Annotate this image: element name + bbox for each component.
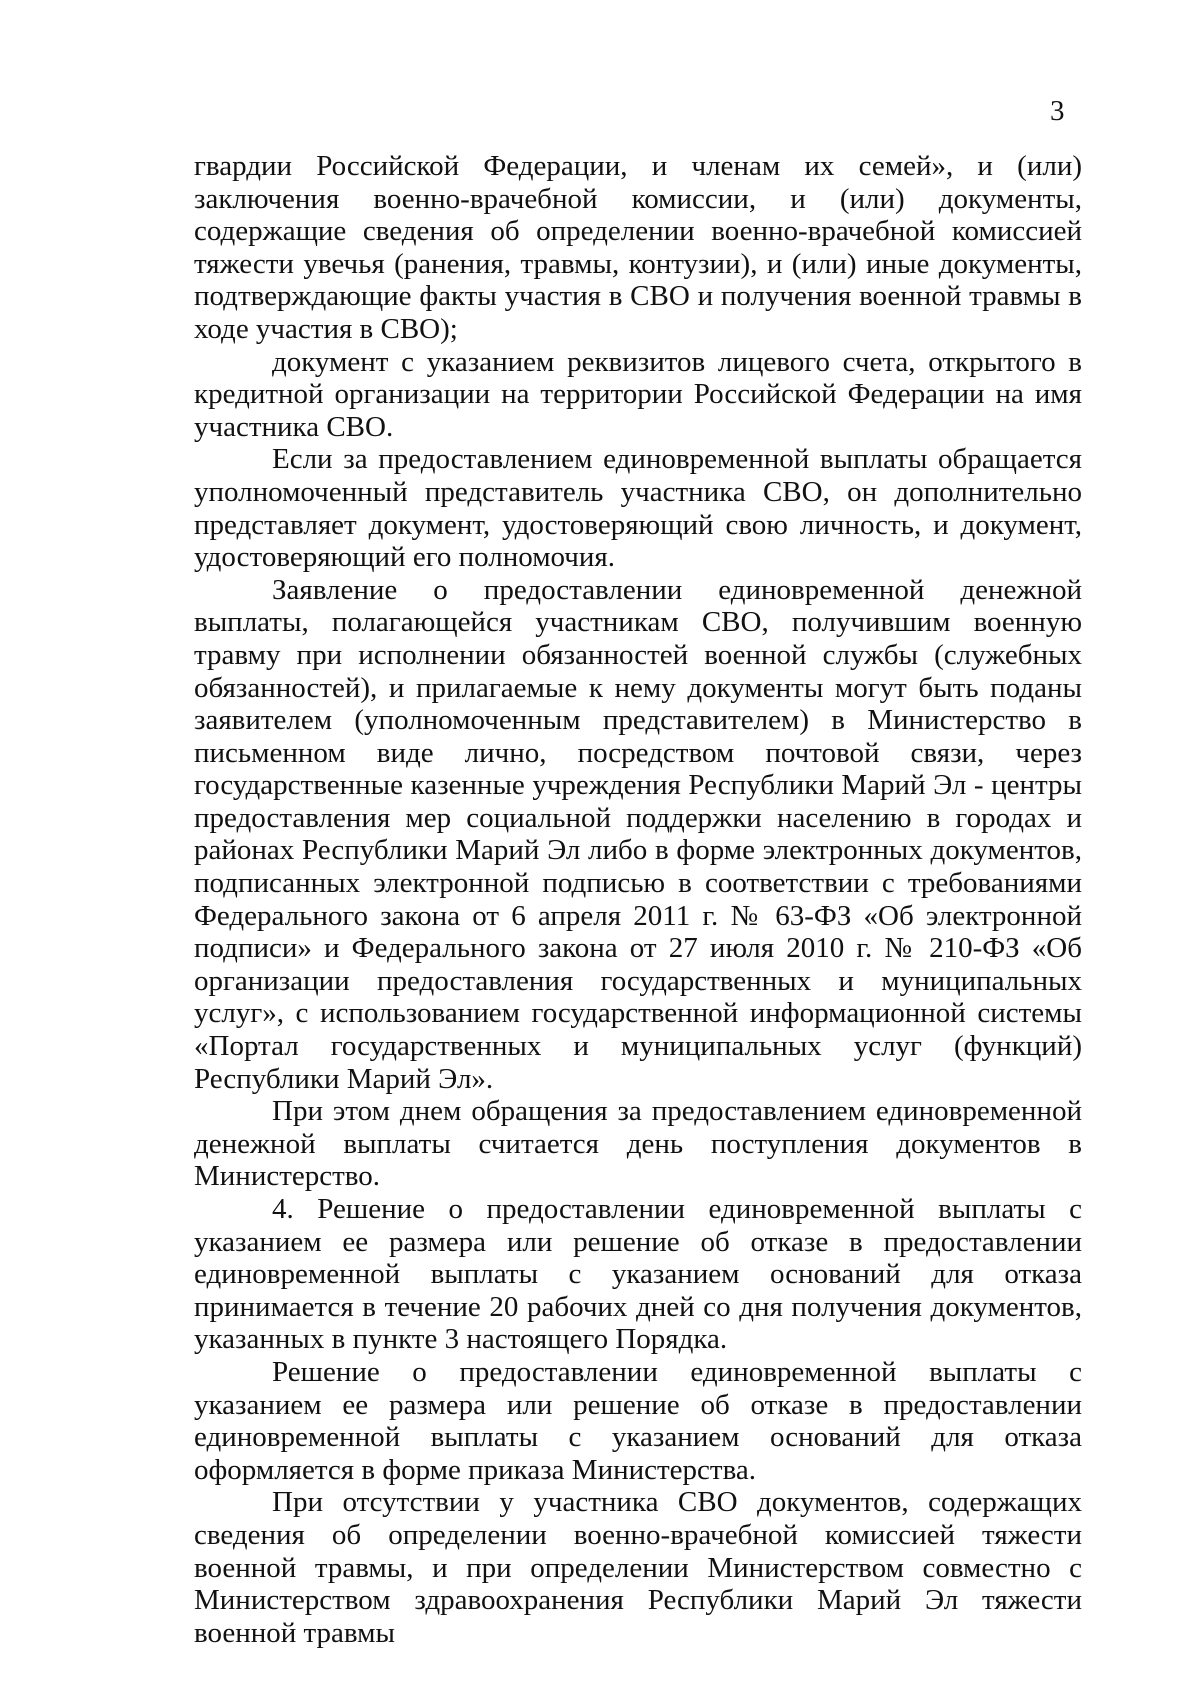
paragraph-decision-order: Решение о предоставлении единовременной выплаты с указанием ее размера или решение об отказе в предоставлении единовременной выплаты с указанием оснований для отказа оформляется в форме приказа Министерства. <box>194 1355 1082 1486</box>
paragraph-account-document: документ с указанием реквизитов лицевого счета, открытого в кредитной организации на территории Российской Федерации на имя участника СВО. <box>194 345 1082 443</box>
page-number: 3 <box>1050 95 1065 127</box>
document-body <box>194 150 1082 1649</box>
paragraph-application-submission: Заявление о предоставлении единовременной денежной выплаты, полагающейся участникам СВО, получившим военную травму при исполнении обязанностей военной службы (служебных обязанностей), и прилагаемые к нему документы могут быть поданы заявителем (уполномоченным представителем) в Министерство в письменном виде лично, посредством почтовой связи, через государственные казенные учреждения Республики Марий Эл - центры предоставления мер социальной поддержки населению в городах и районах Республики Марий Эл либо в форме электронных документов, подписанных электронной подписью в соответствии с требованиями Федерального закона от 6 апреля 2011 г. № 63-ФЗ «Об электронной подписи» и Федерального закона от 27 июля 2010 г. № 210-ФЗ «Об организации предоставления государственных и муниципальных услуг», с использованием государственной информационной системы «Портал государственных и муниципальных услуг (функций) Республики Марий Эл». <box>194 573 1082 1095</box>
paragraph-missing-documents: При отсутствии у участника СВО документов, содержащих сведения об определении военно-врачебной комиссией тяжести военной травмы, и при определении Министерством совместно с Министерством здравоохранения Республики Марий Эл тяжести военной травмы <box>194 1486 1082 1649</box>
paragraph-application-date: При этом днем обращения за предоставлением единовременной денежной выплаты считается день поступления документов в Министерство. <box>194 1095 1082 1193</box>
paragraph-clause-4-decision: 4. Решение о предоставлении единовременной выплаты с указанием ее размера или решение об отказе в предоставлении единовременной выплаты с указанием оснований для отказа принимается в течение 20 рабочих дней со дня получения документов, указанных в пункте 3 настоящего Порядка. <box>194 1193 1082 1356</box>
paragraph-authorized-representative: Если за предоставлением единовременной выплаты обращается уполномоченный представитель участника СВО, он дополнительно представляет документ, удостоверяющий свою личность, и документ, удостоверяющий его полномочия. <box>194 443 1082 574</box>
paragraph-continuation: гвардии Российской Федерации, и членам их семей», и (или) заключения военно-врачебной комиссии, и (или) документы, содержащие сведения об определении военно-врачебной комиссией тяжести увечья (ранения, травмы, контузии), и (или) иные документы, подтверждающие факты участия в СВО и получения военной травмы в ходе участия в СВО); <box>194 150 1082 345</box>
